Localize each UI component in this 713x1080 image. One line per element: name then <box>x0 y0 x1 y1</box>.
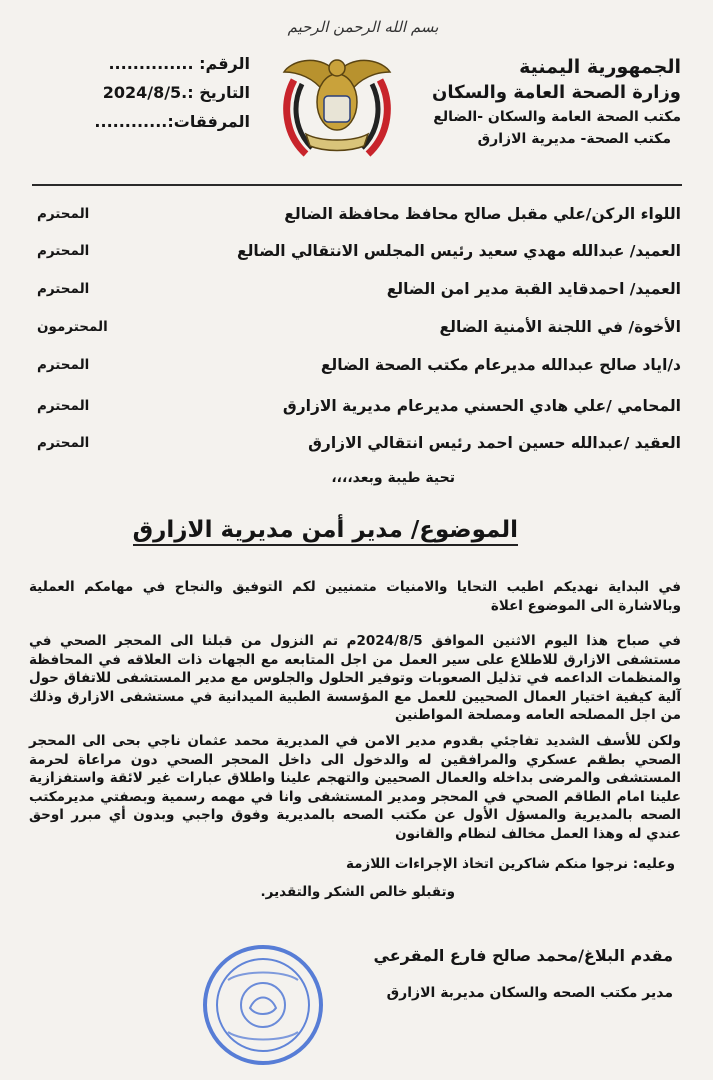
letter-date: التاريخ :.2024/8/5 <box>102 83 250 102</box>
recipient-name: الأخوة/ في اللجنة الأمنية الضالع <box>439 318 681 336</box>
basmala: بسم الله الرحمن الرحيم <box>287 18 439 36</box>
recipient-title: المحترم <box>37 435 90 451</box>
recipient-title: المحترم <box>37 398 90 414</box>
body-paragraph: في البداية نهديكم اطيب التحايا والامنيات متمنيين لكم التوفيق والنجاح في مهامكم العملية وبالاشارة الى الموضوع اعلاة <box>29 579 681 614</box>
reference-number: الرقم: .............. <box>108 54 250 73</box>
sender-position: مدير مكتب الصحه والسكان مديربة الازارق <box>386 985 673 1001</box>
recipient-name: العميد/ عبدالله مهدي سعيد رئيس المجلس الانتقالي الضالع <box>236 242 681 260</box>
recipient-row <box>31 390 681 422</box>
recipient-title: المحترم <box>37 243 90 259</box>
recipient-name: العقيد /عبدالله حسين احمد رئيس انتقالي الازارق <box>308 434 681 452</box>
subject-line: الموضوع/ مدير أمن مديرية الازارق <box>133 517 518 546</box>
recipient-row <box>31 273 681 305</box>
recipient-title: المحترم <box>37 281 90 297</box>
recipient-title: المحترمون <box>37 319 108 335</box>
sender-signature-line: مقدم البلاغ/محمد صالح فارع المقرعي <box>373 946 673 965</box>
attachments-field: المرفقات:............ <box>94 112 250 131</box>
recipient-row <box>31 427 681 459</box>
closing-request: وعليه: نرجوا منكم شاكرين اتخاذ الإجراءات اللازمة <box>345 856 675 872</box>
recipient-row <box>31 349 681 381</box>
official-stamp-icon <box>198 940 328 1070</box>
office-name: مكتب الصحة العامة والسكان -الضالع <box>433 109 681 125</box>
country-name: الجمهورية اليمنية <box>519 56 681 78</box>
body-paragraph: في صباح هذا اليوم الاثنين الموافق 2024/8/5م تم النزول من قبلنا الى المحجر الصحي في مستشفى الازارق للاطلاع على سير العمل من اجل المتابعه مع الجهات ذات العلاقه في المحافظة والمنظمات الداعمه في تذليل الصعوبات وتوفير الحلول والجلوس مع مدير المستشفى للاتفاق حول آلية كيفية اختيار العمال الصحيين للعمل مع المؤسسة الطبية الميدانية في مستشفى الازارق وذلك من اجل المصلحه العامه ومصلحة المواطنين <box>29 633 682 723</box>
body-paragraph: ولكن للأسف الشديد تفاجئي بقدوم مدير الامن في المديرية محمد عثمان ناجي بحى الى المحجر الصحي بطقم عسكري والمرافقين له والدخول الى داخل المحجر الصحي دون مراعاة لحرمة المستشفى والمرضى بداخله والعمال الصحيين والتهجم علينا واطلاق عبارات غير لائقة واستفزازية علينا امام الطاقم الصحي في المحجر ومدير المستشفى وانا في مهمه رسمية وبصفتي مديرمكتب الصحه بالمديرية والمسؤل الأول عن مكتب الصحه بالمديرية وفوق واجبي وبدون أي مبرر اوحق عندي له وهذا العمل مخالف لنظام والقانون <box>29 733 681 842</box>
directorate-name: مكتب الصحة- مديرية الازارق <box>477 131 671 147</box>
recipient-name: اللواء الركن/علي مقبل صالح محافظ محافظة الضالع <box>284 205 681 223</box>
recipient-name: المحامي /علي هادي الحسني مديرعام مديرية الازارق <box>282 397 681 415</box>
recipient-name: العميد/ احمدقايد القبة مدير امن الضالع <box>386 280 681 298</box>
eagle-emblem-icon <box>276 42 398 170</box>
recipient-title: المحترم <box>37 357 90 373</box>
recipient-row <box>31 198 681 230</box>
recipient-title: المحترم <box>37 206 90 222</box>
recipient-name: د/اياد صالح عبدالله مديرعام مكتب الصحة الضالع <box>320 356 681 374</box>
letterhead-left <box>40 54 250 141</box>
recipient-row <box>31 311 681 343</box>
greeting: تحية طيبة وبعد،،،، <box>331 470 455 486</box>
header-divider <box>32 184 682 186</box>
ministry-name: وزارة الصحة العامة والسكان <box>432 82 681 103</box>
letterhead-right <box>432 56 681 147</box>
recipient-row <box>31 235 681 267</box>
closing-thanks: وتقبلو خالص الشكر والتقدير. <box>260 884 455 900</box>
